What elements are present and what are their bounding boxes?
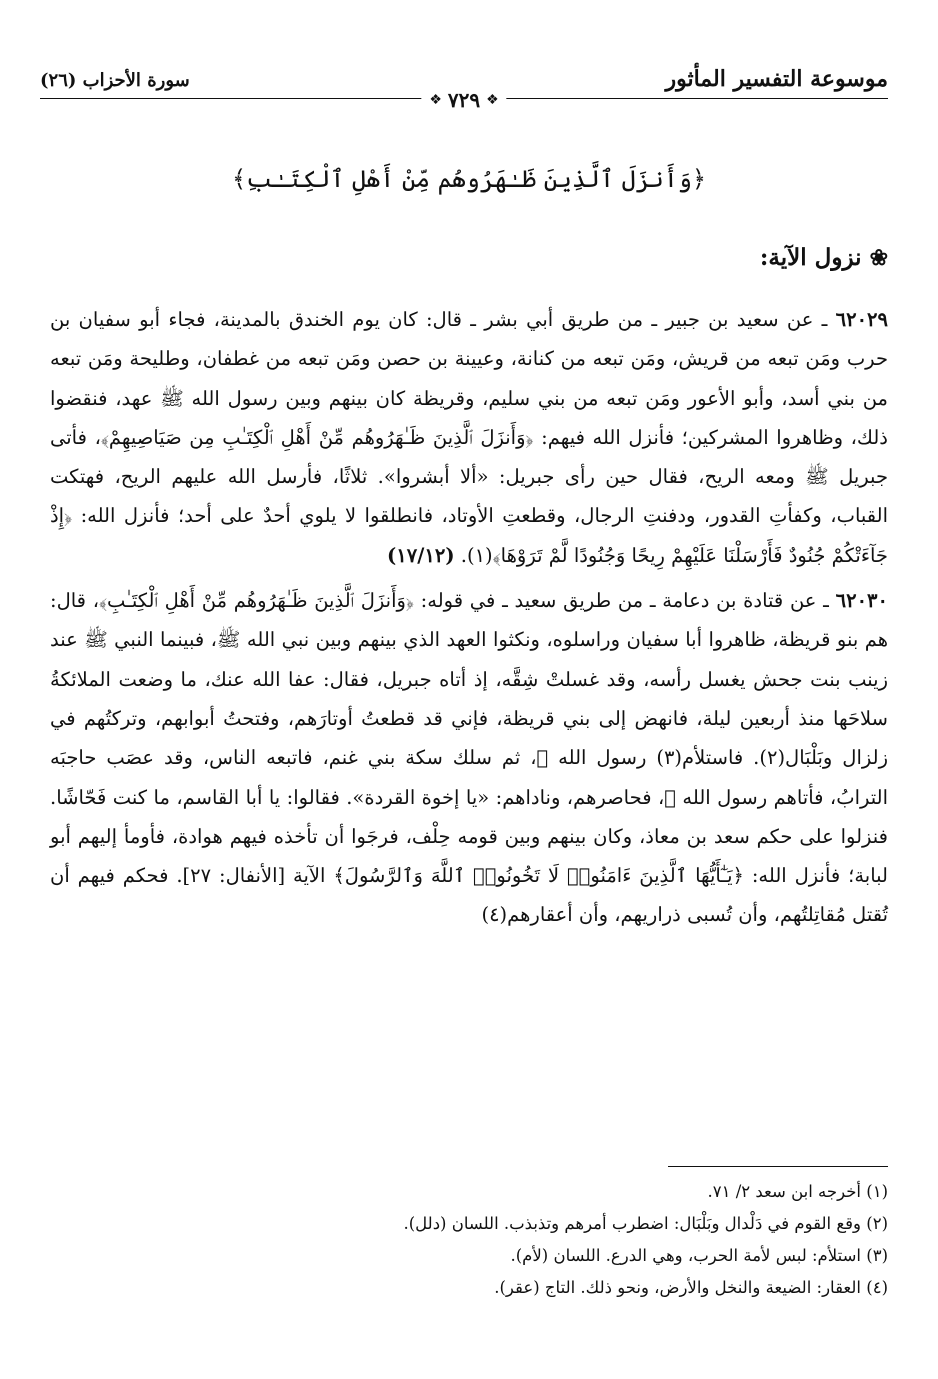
book-title: موسوعة التفسير المأثور <box>665 66 888 92</box>
hadith-number: ٦٢٠٣٠ <box>835 589 888 613</box>
surah-title: سورة الأحزاب (٢٦) <box>40 70 190 91</box>
ornament-icon: ❖ <box>486 92 499 108</box>
page-number-block <box>421 88 506 112</box>
ornament-icon: ❖ <box>429 92 442 108</box>
paragraph <box>50 581 888 935</box>
footnotes <box>60 1176 888 1304</box>
hadith-number: ٦٢٠٢٩ <box>835 308 888 331</box>
paragraph-text: ـ عن قتادة بن دعامة ـ من طريق سعيد ـ في قوله: ﴿وَأَنزَلَ ٱلَّذِينَ ظَـٰهَرُوهُم مِّنْ أَهْلِ ٱلْكِتَـٰبِ﴾، قال: هم بنو قريظة، ظاهروا أبا سفيان وراسلوه، ونكثوا العهد الذي بينهم وبين نبي الله ﷺ، فبينما النبي ﷺ عند زينب بنت جحش يغسل رأسه، وقد غسلتْ شِقَّه، إذ أتاه جبريل، فقال: عفا الله عنك، ما وضعت الملائكةُ سلاحَها منذ أربعين ليلة، فانهض إلى بني قريظة، فإني قد قطعتُ أوتارَهم، وفتحتُ أبوابهم، وتركتُهم في زلزال وبَلْبَال(٢). فاستلأم(٣) رسول الله ﷺ، ثم سلك سكة بني غنم، فاتبعه الناس، وقد عصَب حاجبَه الترابُ، فأتاهم رسول الله ﷺ، فحاصرهم، وناداهم: «يا إخوة القردة». فقالوا: يا أبا القاسم، ما كنت فَحّاشًا. فنزلوا على حكم سعد بن معاذ، وكان بينهم وبين قومه حِلْف، فرجَوا أن تأخذه فيهم هوادة، فأومأ إليهم أبو لبابة؛ فأنزل الله: ﴿يَـٰٓأَيُّهَا ٱلَّذِينَ ءَامَنُوا۟ لَا تَخُونُوا۟ ٱللَّهَ وَٱلرَّسُولَ﴾ الآية [الأنفال: ٢٧]. فحكم فيهم أن تُقتل مُقاتِلتُهم، وأن تُسبى ذراريهم، وأن أعقارهم(٤) <box>50 589 888 927</box>
section-title <box>60 244 888 271</box>
paragraph-text: ـ عن سعيد بن جبير ـ من طريق أبي بشر ـ قال: كان يوم الخندق بالمدينة، فجاء أبو سفيان بن حرب ومَن تبعه من قريش، ومَن تبعه من كنانة، وعيينة بن حصن ومَن تبعه من غطفان، وطليحة ومَن تبعه من بني أسد، وأبو الأعور ومَن تبعه من بني سليم، وقريظة كان بينهم وبين رسول الله ﷺ عهد، فنقضوا ذلك، وظاهروا المشركين؛ فأنزل الله فيهم: ﴿وَأَنزَلَ ٱلَّذِينَ ظَـٰهَرُوهُم مِّنْ أَهْلِ ٱلْكِتَـٰبِ مِن صَيَاصِيهِمْ﴾، فأتى جبريل ﷺ ومعه الريح، فقال حين رأى جبريل: «ألا أبشروا». ثلاثًا، فأرسل الله عليهم الريح، فهتكت القباب، وكفأتِ القدور، ودفنتِ الرجال، وقطعتِ الأوتاد، فانطلقوا لا يلوي أحدٌ على أحد؛ فأنزل الله: ﴿إِذْ جَآءَتْكُمْ جُنُودٌ فَأَرْسَلْنَا عَلَيْهِمْ رِيحًا وَجُنُودًا لَّمْ تَرَوْهَا﴾(١). <box>50 308 888 567</box>
footnote: (٤) العقار: الضيعة والنخل والأرض، ونحو ذلك. التاج (عقر). <box>494 1278 888 1297</box>
main-text <box>50 300 888 941</box>
section-title-text: نزول الآية: <box>759 244 862 271</box>
page-header <box>40 56 888 126</box>
volume-reference: (١٧/١٢) <box>387 543 455 567</box>
page-number: ٧٢٩ <box>447 88 481 112</box>
footnote: (١) أخرجه ابن سعد ٢/ ٧١. <box>707 1182 888 1201</box>
verse-heading: ﴿وَأَنزَلَ ٱلَّذِينَ ظَـٰهَرُوهُم مِّنْ أَهْلِ ٱلْكِتَـٰبِ﴾ <box>231 165 707 193</box>
flower-ornament-icon: ❀ <box>869 244 888 271</box>
footnote: (٢) وقع القوم في دَلْدال وبَلْبَال: اضطرب أمرهم وتذبذب. اللسان (دلل). <box>403 1214 888 1233</box>
footnote: (٣) استلأم: لبس لأمة الحرب، وهي الدرع. اللسان (لأم). <box>510 1246 888 1265</box>
paragraph <box>50 300 888 575</box>
footnote-rule <box>668 1166 888 1167</box>
